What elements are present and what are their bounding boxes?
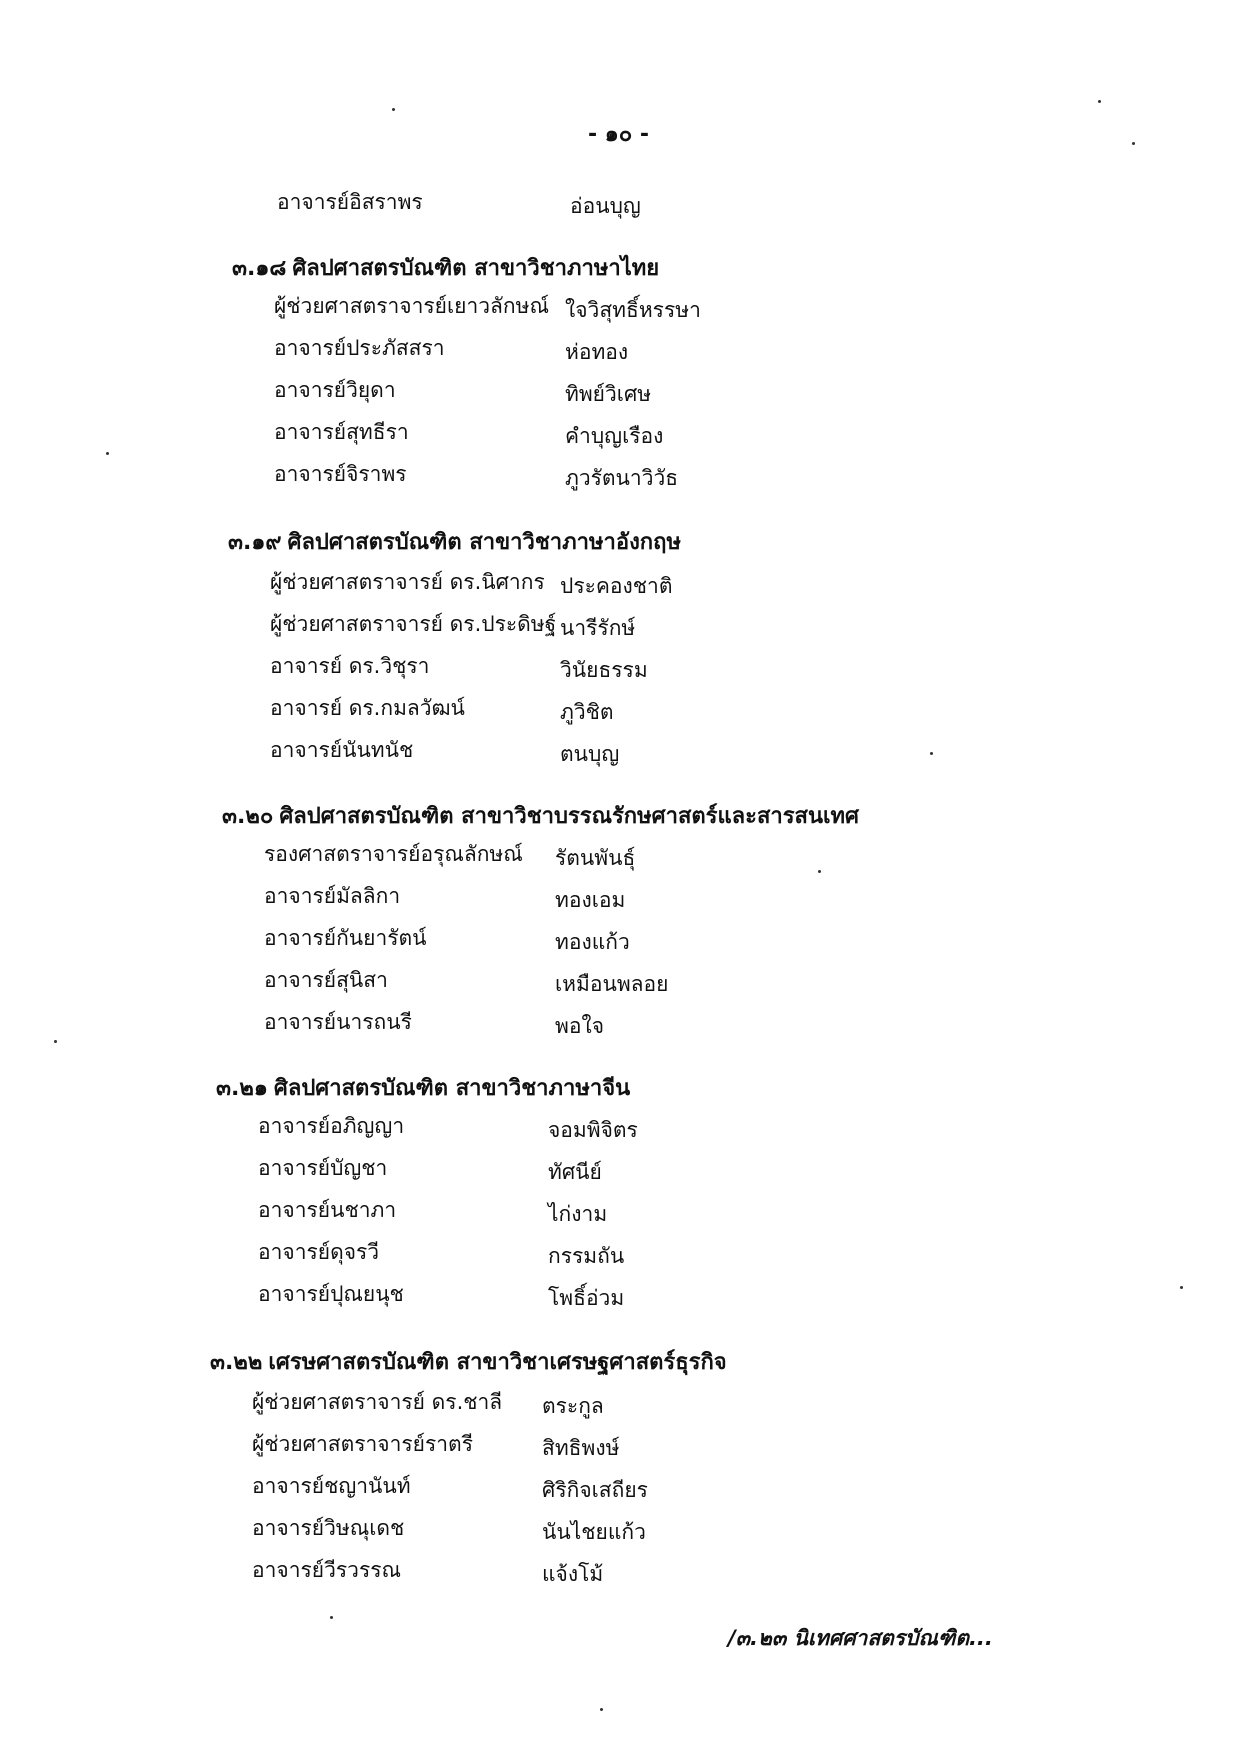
member-surname: นารีรักษ์ bbox=[560, 616, 636, 640]
member-name: อาจารย์ชญานันท์ bbox=[252, 1474, 411, 1498]
member-surname: ไก่งาม bbox=[548, 1202, 608, 1226]
section-number: ๓.๑๙ bbox=[228, 530, 282, 555]
member-surname: ตนบุญ bbox=[560, 742, 620, 766]
member-surname: สิทธิพงษ์ bbox=[542, 1436, 620, 1460]
member-name: อาจารย์บัญชา bbox=[258, 1156, 388, 1180]
member-surname: ห่อทอง bbox=[565, 340, 629, 364]
member-surname: ใจวิสุทธิ์หรรษา bbox=[565, 298, 701, 322]
member-name: อาจารย์ปุณยนุช bbox=[258, 1282, 404, 1306]
member-surname: ประคองชาติ bbox=[560, 574, 673, 598]
member-name: ผู้ช่วยศาสตราจารย์ ดร.นิศากร bbox=[270, 570, 545, 594]
section-heading bbox=[210, 1344, 727, 1379]
footer-continuation: /๓.๒๓ นิเทศศาสตรบัณฑิต... bbox=[728, 1626, 993, 1650]
scan-speck bbox=[930, 752, 933, 755]
member-name: อาจารย์ ดร.กมลวัฒน์ bbox=[270, 696, 465, 720]
scan-speck bbox=[106, 452, 109, 455]
member-surname: ทัศนีย์ bbox=[548, 1160, 602, 1184]
member-surname: กรรมถัน bbox=[548, 1244, 625, 1268]
member-surname: คำบุญเรือง bbox=[565, 424, 664, 448]
member-surname: พอใจ bbox=[555, 1014, 605, 1038]
section-title: ศิลปศาสตรบัณฑิต สาขาวิชาภาษาจีน bbox=[273, 1076, 631, 1101]
member-name: อาจารย์สุทธีรา bbox=[274, 420, 409, 444]
member-name: ผู้ช่วยศาสตราจารย์ ดร.ชาลี bbox=[252, 1390, 503, 1414]
section-heading bbox=[222, 798, 859, 833]
member-name: อาจารย์นันทนัช bbox=[270, 738, 414, 762]
member-surname: วินัยธรรม bbox=[560, 658, 648, 682]
member-surname: ตระกูล bbox=[542, 1394, 604, 1418]
member-surname: โพธิ์อ่วม bbox=[548, 1286, 625, 1310]
member-surname: นันไชยแก้ว bbox=[542, 1520, 646, 1544]
section-heading bbox=[216, 1070, 630, 1105]
member-name: อาจารย์นารถนรี bbox=[264, 1010, 412, 1034]
section-number: ๓.๑๘ bbox=[232, 256, 287, 281]
section-title: ศิลปศาสตรบัณฑิต สาขาวิชาภาษาอังกฤษ bbox=[287, 530, 681, 555]
page-number: - ๑๐ - bbox=[588, 122, 649, 147]
scan-speck bbox=[392, 108, 395, 111]
member-surname: ภูวรัตนาวิวัธ bbox=[565, 466, 679, 490]
member-name: อาจารย์วีรวรรณ bbox=[252, 1558, 401, 1582]
member-surname: เหมือนพลอย bbox=[555, 972, 669, 996]
member-surname: ภูวิชิต bbox=[560, 700, 614, 724]
section-heading bbox=[232, 250, 659, 285]
member-name: อาจารย์มัลลิกา bbox=[264, 884, 401, 908]
member-name: อาจารย์วิยุดา bbox=[274, 378, 396, 402]
member-name: ผู้ช่วยศาสตราจารย์เยาวลักษณ์ bbox=[274, 294, 549, 318]
scan-speck bbox=[1098, 100, 1101, 103]
scan-speck bbox=[330, 1616, 333, 1619]
carryover-surname: อ่อนบุญ bbox=[570, 194, 641, 218]
member-name: อาจารย์นชาภา bbox=[258, 1198, 397, 1222]
member-surname: ศิริกิจเสถียร bbox=[542, 1478, 648, 1502]
member-name: อาจารย์กันยารัตน์ bbox=[264, 926, 427, 950]
section-title: ศิลปศาสตรบัณฑิต สาขาวิชาบรรณรักษศาสตร์และสารสนเทศ bbox=[279, 804, 860, 829]
section-title: ศิลปศาสตรบัณฑิต สาขาวิชาภาษาไทย bbox=[292, 256, 660, 281]
scan-speck bbox=[1180, 1286, 1183, 1289]
section-heading bbox=[228, 524, 681, 559]
member-surname: ทิพย์วิเศษ bbox=[565, 382, 652, 406]
member-name: อาจารย์วิษณุเดช bbox=[252, 1516, 405, 1540]
member-surname: จอมพิจิตร bbox=[548, 1118, 638, 1142]
member-name: รองศาสตราจารย์อรุณลักษณ์ bbox=[264, 842, 523, 866]
carryover-name: อาจารย์อิสราพร bbox=[277, 190, 423, 214]
scan-speck bbox=[1132, 142, 1135, 145]
section-number: ๓.๒๐ bbox=[222, 804, 274, 829]
member-name: อาจารย์ประภัสสรา bbox=[274, 336, 445, 360]
scan-speck bbox=[600, 1708, 603, 1711]
section-number: ๓.๒๑ bbox=[216, 1076, 268, 1101]
member-name: อาจารย์อภิญญา bbox=[258, 1114, 405, 1138]
scan-speck bbox=[54, 1040, 57, 1043]
scan-speck bbox=[818, 870, 821, 873]
member-name: อาจารย์สุนิสา bbox=[264, 968, 388, 992]
member-surname: ทองแก้ว bbox=[555, 930, 630, 954]
member-name: อาจารย์ดุจรวี bbox=[258, 1240, 380, 1264]
member-surname: ทองเอม bbox=[555, 888, 626, 912]
section-title: เศรษศาสตรบัณฑิต สาขาวิชาเศรษฐศาสตร์ธุรกิจ bbox=[268, 1350, 727, 1375]
section-number: ๓.๒๒ bbox=[210, 1350, 263, 1375]
member-name: อาจารย์จิราพร bbox=[274, 462, 407, 486]
member-surname: รัตนพันธุ์ bbox=[555, 846, 636, 870]
member-name: ผู้ช่วยศาสตราจารย์ราตรี bbox=[252, 1432, 473, 1456]
member-name: ผู้ช่วยศาสตราจารย์ ดร.ประดิษฐ์ bbox=[270, 612, 557, 636]
member-surname: แจ้งโม้ bbox=[542, 1562, 604, 1586]
member-name: อาจารย์ ดร.วิชุรา bbox=[270, 654, 430, 678]
